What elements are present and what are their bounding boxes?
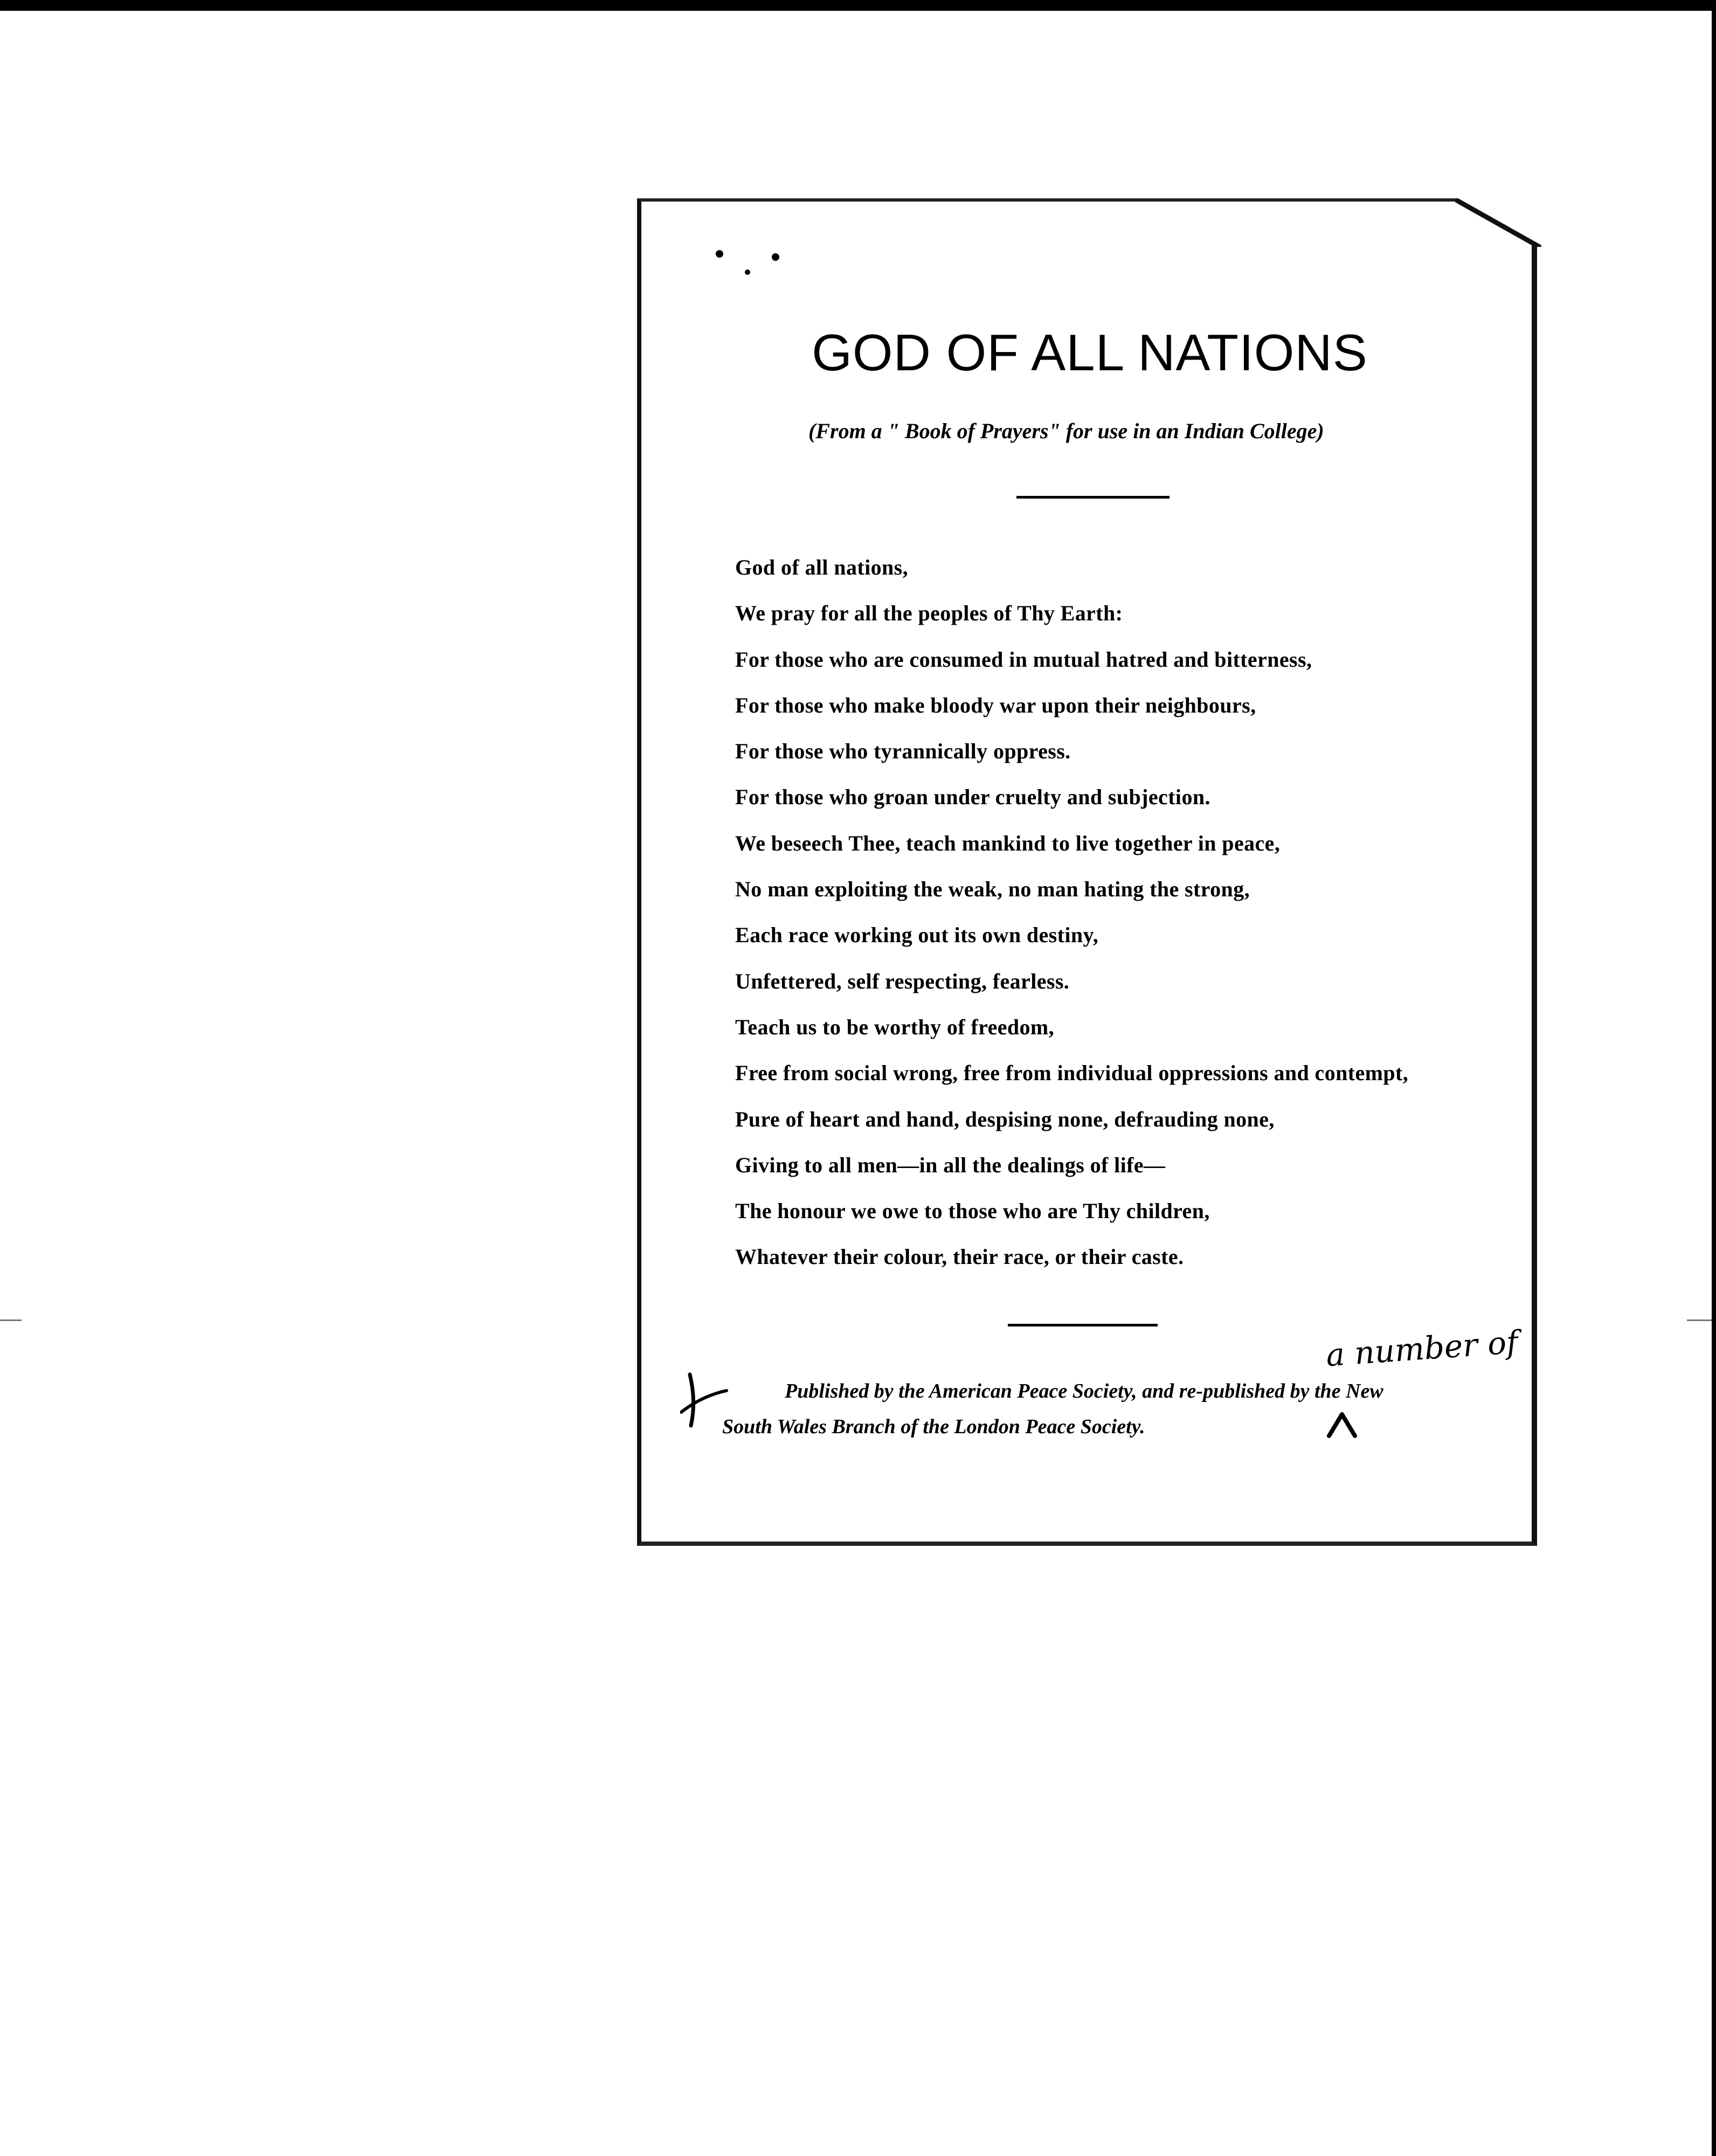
- folded-corner: [1455, 198, 1541, 247]
- handwritten-caret-mark: [1326, 1411, 1358, 1438]
- prayer-line: We beseech Thee, teach mankind to live together in peace,: [735, 831, 1281, 855]
- handwritten-x-mark: [680, 1369, 729, 1428]
- prayer-line: God of all nations,: [735, 555, 908, 579]
- prayer-line: Each race working out its own destiny,: [735, 923, 1099, 948]
- prayer-line: No man exploiting the weak, no man hating the strong,: [735, 877, 1250, 902]
- prayer-line: We pray for all the peoples of Thy Earth:: [735, 601, 1123, 626]
- document-title: GOD OF ALL NATIONS: [812, 324, 1368, 382]
- prayer-line: For those who are consumed in mutual hatred and bitterness,: [735, 647, 1312, 672]
- divider-rule: [1016, 496, 1170, 499]
- publication-note-line: Published by the American Peace Society, and re-published by the New: [785, 1380, 1383, 1402]
- fold-mark-right: [1687, 1319, 1712, 1321]
- prayer-line: Pure of heart and hand, despising none, defrauding none,: [735, 1107, 1275, 1131]
- prayer-line: Giving to all men—in all the dealings of life—: [735, 1152, 1166, 1177]
- document-subtitle: (From a " Book of Prayers" for use in an Indian College): [808, 419, 1324, 443]
- prayer-line: Teach us to be worthy of freedom,: [735, 1014, 1055, 1039]
- ink-speck: [745, 270, 750, 275]
- prayer-line: For those who make bloody war upon their neighbours,: [735, 693, 1256, 717]
- fold-mark-left: [0, 1319, 22, 1321]
- prayer-line: For those who tyrannically oppress.: [735, 739, 1071, 764]
- scan-top-border: [0, 0, 1716, 11]
- prayer-line: The honour we owe to those who are Thy children,: [735, 1199, 1210, 1224]
- publication-note-line: South Wales Branch of the London Peace Society.: [722, 1415, 1145, 1438]
- prayer-line: For those who groan under cruelty and subjection.: [735, 785, 1210, 810]
- prayer-text: [735, 544, 1490, 1280]
- ink-speck: [716, 250, 723, 258]
- ink-speck: [772, 253, 779, 261]
- prayer-line: Unfettered, self respecting, fearless.: [735, 969, 1070, 993]
- divider-rule: [1008, 1324, 1158, 1326]
- handwritten-annotation: a number of: [1325, 1323, 1519, 1374]
- prayer-line: Whatever their colour, their race, or their caste.: [735, 1245, 1184, 1269]
- prayer-line: Free from social wrong, free from individual oppressions and contempt,: [735, 1061, 1409, 1086]
